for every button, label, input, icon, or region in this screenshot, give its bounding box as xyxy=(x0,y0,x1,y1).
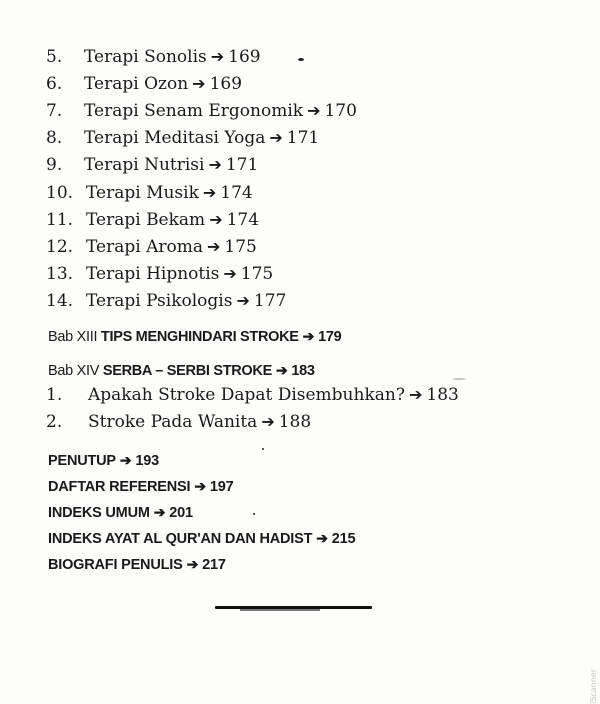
item-number: 9. xyxy=(46,155,63,175)
arrow-icon: ➔ xyxy=(269,128,283,147)
item-title: Terapi Bekam xyxy=(86,210,206,230)
item-number: 5. xyxy=(46,47,63,67)
item-page: 171 xyxy=(286,128,320,148)
chapter-title: TIPS MENGHINDARI STROKE xyxy=(100,329,299,345)
item-title: Terapi Meditasi Yoga xyxy=(84,128,266,148)
item-number: 10. xyxy=(46,183,74,203)
item-page: 177 xyxy=(253,291,287,311)
item-number: 11. xyxy=(46,210,74,230)
item-page: 183 xyxy=(426,385,459,405)
arrow-icon: ➔ xyxy=(275,362,288,378)
chapter-page: 183 xyxy=(291,363,315,379)
section-page: 193 xyxy=(135,453,160,469)
section-title: PENUTUP xyxy=(48,453,116,469)
item-page: 169 xyxy=(228,47,261,67)
chapter-prefix: Bab XIII xyxy=(48,329,98,345)
item-page: 170 xyxy=(324,101,357,121)
arrow-icon: ➔ xyxy=(236,291,250,310)
arrow-icon: ➔ xyxy=(153,504,166,520)
item-page: 171 xyxy=(225,155,259,175)
item-page: 174 xyxy=(220,183,253,203)
section-title: INDEKS AYAT AL QUR'AN DAN HADIST xyxy=(48,531,313,547)
arrow-icon: ➔ xyxy=(316,530,328,546)
section-title: DAFTAR REFERENSI xyxy=(48,479,191,495)
section-page: 197 xyxy=(209,479,234,495)
arrow-icon: ➔ xyxy=(209,210,223,229)
item-title: Terapi Senam Ergonomik xyxy=(84,101,304,121)
chapter-heading xyxy=(48,358,315,382)
section-page: 217 xyxy=(202,557,226,573)
item-number: 13. xyxy=(46,264,74,284)
arrow-icon: ➔ xyxy=(408,385,423,404)
ink-speck xyxy=(262,448,264,450)
chapter-page: 179 xyxy=(318,329,342,345)
arrow-icon: ➔ xyxy=(208,155,222,174)
item-title: Terapi Sonolis xyxy=(84,47,207,67)
item-number: 12. xyxy=(46,237,74,257)
arrow-icon: ➔ xyxy=(302,328,315,344)
item-number: 8. xyxy=(46,128,63,148)
item-title: Terapi Ozon xyxy=(84,74,189,94)
section-title: INDEKS UMUM xyxy=(48,505,150,521)
arrow-icon: ➔ xyxy=(192,74,206,93)
item-title: Terapi Aroma xyxy=(86,237,203,257)
arrow-icon: ➔ xyxy=(202,183,217,202)
arrow-icon: ➔ xyxy=(119,452,132,468)
scanner-watermark: iScanner xyxy=(589,669,598,704)
chapter-title: SERBA – SERBI STROKE xyxy=(102,363,272,379)
end-section xyxy=(48,448,159,472)
arrow-icon: ➔ xyxy=(223,264,237,283)
arrow-icon: ➔ xyxy=(194,478,206,494)
end-rule-shadow xyxy=(240,609,320,611)
item-number: 6. xyxy=(46,74,63,94)
ink-speck xyxy=(253,513,255,515)
end-section xyxy=(48,526,355,550)
item-number: 2. xyxy=(46,412,63,432)
item-page: 188 xyxy=(278,412,312,432)
item-number: 14. xyxy=(46,291,74,311)
end-section xyxy=(48,552,226,576)
item-number: 1. xyxy=(46,385,63,405)
item-title: Terapi Hipnotis xyxy=(86,264,220,284)
chapter-heading xyxy=(48,324,341,348)
arrow-icon: ➔ xyxy=(206,237,221,256)
chapter-prefix: Bab XIV xyxy=(48,363,100,379)
end-section xyxy=(48,500,193,524)
section-title: BIOGRAFI PENULIS xyxy=(48,557,183,573)
item-title: Apakah Stroke Dapat Disembuhkan? xyxy=(88,385,405,405)
item-page: 169 xyxy=(209,74,243,94)
section-page: 215 xyxy=(331,531,356,547)
item-page: 175 xyxy=(224,237,257,257)
arrow-icon: ➔ xyxy=(307,101,321,120)
arrow-icon: ➔ xyxy=(261,412,275,431)
item-title: Terapi Psikologis xyxy=(86,291,233,311)
arrow-icon: ➔ xyxy=(186,556,199,572)
item-title: Stroke Pada Wanita xyxy=(88,412,258,432)
arrow-icon: ➔ xyxy=(210,47,225,66)
ink-speck xyxy=(298,58,304,61)
item-title: Terapi Nutrisi xyxy=(84,155,205,175)
item-page: 174 xyxy=(226,210,260,230)
item-number: 7. xyxy=(46,101,63,121)
end-section xyxy=(48,474,233,498)
ink-speck xyxy=(452,378,466,380)
section-page: 201 xyxy=(169,505,193,521)
item-page: 175 xyxy=(240,264,274,284)
item-title: Terapi Musik xyxy=(86,183,199,203)
